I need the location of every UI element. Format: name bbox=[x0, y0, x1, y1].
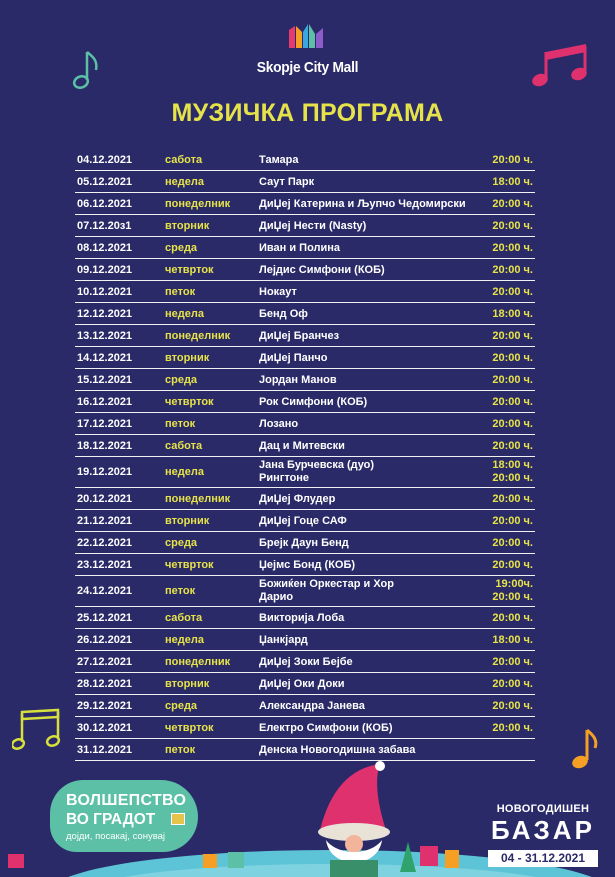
row-date: 21.12.2021 bbox=[77, 514, 133, 527]
row-times bbox=[492, 435, 533, 456]
logo-icon bbox=[287, 22, 327, 52]
row-performers bbox=[259, 215, 366, 236]
performer-name: Божиќен Оркестар и Хор bbox=[259, 577, 394, 590]
row-weekday: вторник bbox=[165, 677, 210, 690]
show-time: 20:00 ч. bbox=[492, 219, 533, 232]
row-performers bbox=[259, 435, 345, 456]
table-row bbox=[75, 629, 535, 651]
row-date: 24.12.2021 bbox=[77, 585, 133, 597]
row-performers bbox=[259, 325, 339, 346]
row-performers bbox=[259, 607, 344, 628]
show-time: 20:00 ч. bbox=[492, 439, 533, 452]
row-date: 28.12.2021 bbox=[77, 677, 133, 690]
table-row bbox=[75, 303, 535, 325]
performer-name: Тамара bbox=[259, 153, 299, 166]
row-times bbox=[492, 259, 533, 280]
row-times bbox=[492, 488, 533, 509]
row-times bbox=[492, 391, 533, 412]
row-performers bbox=[259, 369, 337, 390]
table-row bbox=[75, 510, 535, 532]
show-time: 20:00 ч. bbox=[492, 472, 533, 484]
show-time: 20:00 ч. bbox=[492, 677, 533, 690]
performer-name: ДиЏеј Зоки Бејбе bbox=[259, 655, 353, 668]
music-note-icon bbox=[532, 42, 590, 90]
row-performers bbox=[259, 281, 297, 302]
row-times bbox=[492, 237, 533, 258]
table-row bbox=[75, 554, 535, 576]
row-weekday: понеделник bbox=[165, 329, 231, 342]
row-weekday: петок bbox=[165, 285, 196, 298]
show-time: 20:00 ч. bbox=[492, 395, 533, 408]
music-note-icon bbox=[72, 48, 102, 92]
table-row bbox=[75, 607, 535, 629]
performer-name: Џанкјард bbox=[259, 633, 308, 646]
row-times bbox=[492, 576, 533, 606]
performer-name: Александра Јанева bbox=[259, 699, 365, 712]
row-times bbox=[492, 171, 533, 192]
row-times bbox=[492, 554, 533, 575]
row-date: 06.12.2021 bbox=[77, 197, 133, 210]
performer-name: Бенд Оф bbox=[259, 307, 308, 320]
show-time: 20:00 ч. bbox=[492, 329, 533, 342]
row-performers bbox=[259, 510, 347, 531]
row-performers bbox=[259, 488, 335, 509]
table-row bbox=[75, 488, 535, 510]
row-weekday: сабота bbox=[165, 611, 203, 624]
table-row bbox=[75, 673, 535, 695]
row-date: 31.12.2021 bbox=[77, 743, 133, 756]
performer-name: Џејмс Бонд (КОБ) bbox=[259, 558, 356, 571]
row-performers bbox=[259, 532, 349, 553]
row-weekday: четврток bbox=[165, 558, 214, 571]
show-time: 20:00 ч. bbox=[492, 351, 533, 364]
gift-icon bbox=[171, 813, 185, 825]
row-weekday: вторник bbox=[165, 514, 210, 527]
row-times bbox=[492, 607, 533, 628]
row-times bbox=[492, 347, 533, 368]
table-row bbox=[75, 347, 535, 369]
row-times bbox=[492, 532, 533, 553]
row-performers bbox=[259, 629, 308, 650]
performer-name: ДиЏеј Панчо bbox=[259, 351, 328, 364]
performer-name: Викторија Лоба bbox=[259, 611, 345, 624]
row-performers bbox=[259, 391, 367, 412]
performer-name: ДиЏеј Флудер bbox=[259, 492, 336, 505]
gnome-illustration bbox=[300, 760, 410, 877]
promo-line-3: дојди, посакај, сонувај bbox=[66, 831, 166, 842]
row-weekday: среда bbox=[165, 536, 198, 549]
performer-name: Рингтоне bbox=[259, 472, 310, 484]
schedule-table bbox=[75, 149, 535, 761]
row-weekday: среда bbox=[165, 241, 198, 254]
row-weekday: сабота bbox=[165, 439, 203, 452]
row-times bbox=[492, 215, 533, 236]
show-time: 20:00 ч. bbox=[492, 153, 533, 166]
row-date: 10.12.2021 bbox=[77, 285, 133, 298]
row-date: 17.12.2021 bbox=[77, 417, 133, 430]
row-performers bbox=[259, 237, 340, 258]
show-time: 20:00 ч. bbox=[492, 721, 533, 734]
table-row bbox=[75, 391, 535, 413]
music-note-icon bbox=[570, 726, 600, 772]
bazar-line-2: БАЗАР bbox=[491, 815, 595, 845]
row-weekday: четврток bbox=[165, 263, 214, 276]
row-weekday: сабота bbox=[165, 153, 203, 166]
row-performers bbox=[259, 673, 345, 694]
row-performers bbox=[259, 193, 466, 214]
row-weekday: понеделник bbox=[165, 492, 231, 505]
row-weekday: понеделник bbox=[165, 655, 231, 668]
row-weekday: среда bbox=[165, 699, 198, 712]
row-date: 05.12.2021 bbox=[77, 175, 133, 188]
show-time: 20:00 ч. bbox=[492, 591, 533, 603]
performer-name: ДиЏеј Бранчез bbox=[259, 329, 340, 342]
show-time: 20:00 ч. bbox=[492, 285, 533, 298]
row-date: 16.12.2021 bbox=[77, 395, 133, 408]
row-times bbox=[492, 193, 533, 214]
row-times bbox=[492, 629, 533, 650]
row-times bbox=[492, 413, 533, 434]
table-row bbox=[75, 532, 535, 554]
performer-name: Денска Новогодишна забава bbox=[259, 743, 416, 756]
row-performers bbox=[259, 303, 308, 324]
row-performers bbox=[259, 576, 394, 606]
row-weekday: понеделник bbox=[165, 197, 231, 210]
row-weekday: четврток bbox=[165, 395, 214, 408]
row-performers bbox=[259, 347, 328, 368]
show-time: 20:00 ч. bbox=[492, 611, 533, 624]
row-performers bbox=[259, 717, 393, 738]
row-performers bbox=[259, 149, 299, 170]
table-row bbox=[75, 413, 535, 435]
performer-name: ДиЏеј Нести (Nasty) bbox=[259, 219, 367, 232]
table-row bbox=[75, 457, 535, 488]
row-date: 19.12.2021 bbox=[77, 466, 133, 478]
row-date: 26.12.2021 bbox=[77, 633, 133, 646]
row-date: 04.12.2021 bbox=[77, 153, 133, 166]
row-times bbox=[492, 510, 533, 531]
performer-name: Брејк Даун Бенд bbox=[259, 536, 349, 549]
table-row bbox=[75, 237, 535, 259]
show-time: 19:00ч. bbox=[495, 577, 533, 590]
performer-name: ДиЏеј Оки Доки bbox=[259, 677, 345, 690]
bazar-line-1: НОВОГОДИШЕН bbox=[496, 803, 590, 815]
brand-logo-text: Skopje City Mall bbox=[256, 59, 359, 76]
show-time: 18:00 ч. bbox=[492, 633, 533, 646]
row-date: 18.12.2021 bbox=[77, 439, 133, 452]
show-time: 20:00 ч. bbox=[492, 373, 533, 386]
row-performers bbox=[259, 651, 353, 672]
row-performers bbox=[259, 457, 374, 487]
show-time: 20:00 ч. bbox=[492, 655, 533, 668]
performer-name: Дац и Митевски bbox=[259, 439, 345, 452]
promo-line-2: ВО ГРАДОТ bbox=[66, 811, 156, 828]
table-row bbox=[75, 651, 535, 673]
table-row bbox=[75, 215, 535, 237]
performer-name: Леjдис Симфони (КОБ) bbox=[259, 263, 385, 276]
bazar-badge bbox=[482, 803, 604, 869]
row-times bbox=[492, 673, 533, 694]
row-weekday: недела bbox=[165, 307, 204, 320]
page-title: МУЗИЧКА ПРОГРАМА bbox=[171, 99, 444, 127]
performer-name: ДиЏеј Катерина и Љупчо Чедомирски bbox=[259, 197, 466, 210]
table-row bbox=[75, 369, 535, 391]
performer-name: Јордан Манов bbox=[259, 373, 337, 386]
row-date: 07.12.20з1 bbox=[77, 219, 132, 232]
row-date: 30.12.2021 bbox=[77, 721, 133, 734]
performer-name: ДиЏеј Гоце САФ bbox=[259, 514, 347, 527]
performer-name: Саут Парк bbox=[259, 175, 315, 188]
table-row bbox=[75, 435, 535, 457]
row-weekday: четврток bbox=[165, 721, 214, 734]
show-time: 18:00 ч. bbox=[492, 307, 533, 320]
row-performers bbox=[259, 413, 298, 434]
table-row bbox=[75, 576, 535, 607]
row-date: 20.12.2021 bbox=[77, 492, 133, 505]
show-time: 18:00 ч. bbox=[492, 175, 533, 188]
show-time: 20:00 ч. bbox=[492, 241, 533, 254]
row-performers bbox=[259, 554, 355, 575]
show-time: 20:00 ч. bbox=[492, 536, 533, 549]
show-time: 20:00 ч. bbox=[492, 699, 533, 712]
performer-name: Иван и Полина bbox=[259, 241, 341, 254]
row-times bbox=[492, 457, 533, 487]
row-performers bbox=[259, 739, 415, 760]
row-performers bbox=[259, 695, 365, 716]
row-performers bbox=[259, 171, 314, 192]
row-weekday: недела bbox=[165, 175, 204, 188]
table-row bbox=[75, 739, 535, 761]
row-times bbox=[492, 281, 533, 302]
row-weekday: петок bbox=[165, 743, 196, 756]
row-date: 08.12.2021 bbox=[77, 241, 133, 254]
row-weekday: среда bbox=[165, 373, 198, 386]
row-times bbox=[492, 695, 533, 716]
row-date: 27.12.2021 bbox=[77, 655, 133, 668]
performer-name: Нокаут bbox=[259, 285, 297, 298]
row-times bbox=[492, 717, 533, 738]
table-row bbox=[75, 717, 535, 739]
show-time: 20:00 ч. bbox=[492, 558, 533, 571]
show-time: 20:00 ч. bbox=[492, 417, 533, 430]
row-date: 15.12.2021 bbox=[77, 373, 133, 386]
row-weekday: петок bbox=[165, 417, 196, 430]
row-date: 23.12.2021 bbox=[77, 558, 133, 571]
row-times bbox=[492, 149, 533, 170]
row-date: 29.12.2021 bbox=[77, 699, 133, 712]
table-row bbox=[75, 281, 535, 303]
row-date: 25.12.2021 bbox=[77, 611, 133, 624]
row-date: 13.12.2021 bbox=[77, 329, 133, 342]
performer-name: Електро Симфони (КОБ) bbox=[259, 721, 393, 734]
performer-name: Лозано bbox=[259, 417, 299, 430]
promo-line-1: ВОЛШЕПСТВО bbox=[66, 792, 187, 809]
table-row bbox=[75, 695, 535, 717]
row-times bbox=[492, 325, 533, 346]
music-note-icon bbox=[12, 708, 62, 752]
table-row bbox=[75, 149, 535, 171]
row-weekday: вторник bbox=[165, 219, 210, 232]
row-date: 09.12.2021 bbox=[77, 263, 133, 276]
row-times bbox=[492, 651, 533, 672]
performer-name: Рок Симфони (КОБ) bbox=[259, 395, 368, 408]
performer-name: Јана Бурчевска (дуо) bbox=[259, 458, 375, 471]
table-row bbox=[75, 193, 535, 215]
row-date: 14.12.2021 bbox=[77, 351, 133, 364]
show-time: 20:00 ч. bbox=[492, 514, 533, 527]
show-time: 20:00 ч. bbox=[492, 263, 533, 276]
row-weekday: петок bbox=[165, 585, 196, 597]
row-times bbox=[492, 303, 533, 324]
show-time: 18:00 ч. bbox=[492, 458, 533, 471]
row-weekday: недела bbox=[165, 633, 204, 646]
row-performers bbox=[259, 259, 385, 280]
row-times bbox=[492, 369, 533, 390]
bazar-dates: 04 - 31.12.2021 bbox=[488, 850, 598, 867]
promo-badge bbox=[50, 780, 198, 852]
table-row bbox=[75, 325, 535, 347]
show-time: 20:00 ч. bbox=[492, 197, 533, 210]
row-date: 22.12.2021 bbox=[77, 536, 133, 549]
table-row bbox=[75, 171, 535, 193]
row-weekday: вторник bbox=[165, 351, 210, 364]
row-date: 12.12.2021 bbox=[77, 307, 133, 320]
table-row bbox=[75, 259, 535, 281]
performer-name: Дарио bbox=[259, 591, 294, 603]
show-time: 20:00 ч. bbox=[492, 492, 533, 505]
row-weekday: недела bbox=[165, 466, 204, 478]
